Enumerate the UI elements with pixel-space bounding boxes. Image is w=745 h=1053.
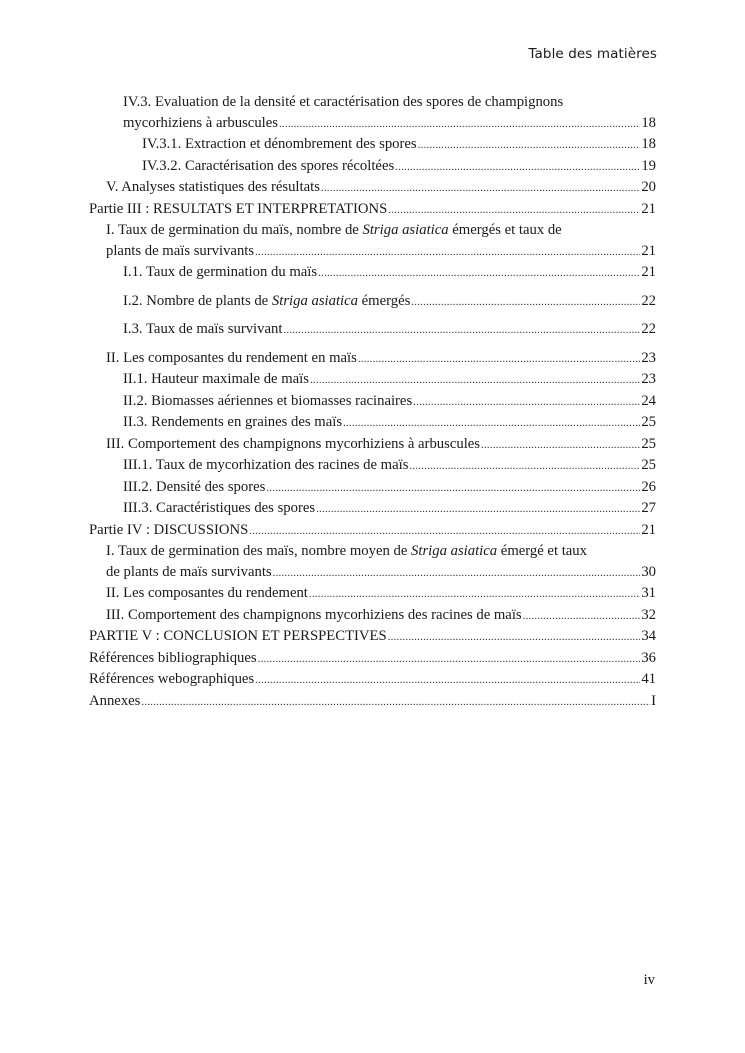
toc-entry-partie-iii[interactable] — [89, 199, 656, 221]
toc-page-number: 41 — [641, 671, 656, 687]
dot-leader — [523, 606, 641, 627]
toc-entry-text: III.1. Taux de mycorhization des racines de maïs — [123, 457, 409, 473]
dot-leader — [258, 649, 641, 670]
toc-entry-ii-3[interactable] — [89, 412, 656, 434]
toc-entry-text: V. Analyses statistiques des résultats — [106, 179, 320, 195]
dot-leader — [266, 478, 640, 499]
toc-entry-text: de plants de maïs survivants — [106, 563, 272, 580]
toc-entry-iii-3[interactable] — [89, 498, 656, 520]
toc-page-number: 20 — [641, 179, 656, 195]
dot-leader — [141, 692, 650, 713]
dot-leader — [321, 178, 640, 199]
toc-page-number: 22 — [641, 321, 656, 337]
toc-entry-ii[interactable] — [89, 348, 656, 370]
toc-entry-text: Références webographiques — [89, 671, 255, 687]
dot-leader — [309, 584, 640, 605]
toc-page-number: 21 — [641, 242, 656, 259]
toc-entry-iv-ii[interactable] — [89, 583, 656, 605]
toc-entry-iv-iii[interactable] — [89, 605, 656, 627]
toc-entry-text: émergés — [357, 292, 411, 309]
toc-entry-text: I.3. Taux de maïs survivant — [123, 321, 283, 337]
dot-leader — [395, 157, 640, 178]
toc-page-number: 34 — [641, 628, 656, 644]
toc-page-number: 21 — [641, 521, 656, 538]
toc-page-number: 23 — [641, 349, 656, 366]
toc-entry-text: PARTIE V : CONCLUSION ET PERSPECTIVES — [89, 628, 387, 644]
toc-entry-text: III. Comportement des champignons mycorhiziens à arbuscules — [106, 435, 481, 452]
toc-page-number: 19 — [641, 157, 656, 174]
toc-entry-ii-2[interactable] — [89, 391, 656, 413]
running-header: Table des matières — [528, 46, 657, 62]
toc-page-number: 25 — [641, 435, 656, 452]
toc-entry-iii-i[interactable] — [89, 220, 656, 262]
dot-leader — [316, 499, 640, 520]
dot-leader — [358, 349, 640, 370]
toc-entry-iii[interactable] — [89, 434, 656, 456]
dot-leader — [409, 456, 640, 477]
toc-entry-text: I. Taux de germination des maïs, nombre moyen de — [106, 543, 412, 559]
dot-leader — [279, 114, 640, 135]
toc-entry-references-webographiques[interactable] — [89, 669, 656, 691]
dot-leader — [343, 413, 640, 434]
toc-page-number: 30 — [641, 563, 656, 580]
toc-entry-annexes[interactable] — [89, 691, 656, 713]
toc-page-number: I — [651, 692, 656, 709]
species-name: Striga asiatica — [362, 222, 449, 238]
toc-page-number: 21 — [641, 264, 656, 280]
dot-leader — [273, 563, 641, 584]
toc-entry-ii-1[interactable] — [89, 369, 656, 391]
toc-entry-iv-3-2[interactable] — [89, 156, 656, 178]
dot-leader — [318, 263, 640, 284]
toc-entry-iv-i[interactable] — [89, 541, 656, 583]
toc-entry-text: émergés et taux de — [448, 222, 562, 238]
dot-leader — [249, 521, 640, 542]
toc-page-number: 26 — [641, 478, 656, 495]
toc-entry-text: Références bibliographiques — [89, 649, 257, 666]
toc-entry-text: III.2. Densité des spores — [123, 478, 266, 495]
dot-leader — [413, 392, 640, 413]
toc-entry-text: mycorhiziens à arbuscules — [123, 114, 278, 131]
toc-entry-text: IV.3.1. Extraction et dénombrement des spores — [142, 136, 417, 152]
toc-page-number: 21 — [641, 200, 656, 217]
toc-entry-text: Annexes — [89, 692, 141, 709]
toc-entry-text: I.2. Nombre de plants de — [123, 292, 272, 309]
toc-entry-text: II. Les composantes du rendement — [106, 585, 308, 601]
toc-page-number: 27 — [641, 500, 656, 516]
toc-page-number: 18 — [641, 114, 656, 131]
toc-page-number: 36 — [641, 649, 656, 666]
toc-entry-iv-3-1[interactable] — [89, 134, 656, 156]
toc-page-number: 25 — [641, 414, 656, 430]
toc-entry-text: II. Les composantes du rendement en maïs — [106, 349, 357, 366]
toc-page-number: 31 — [641, 585, 656, 601]
species-name: Striga asiatica — [271, 292, 358, 309]
toc-entry-iv-3[interactable] — [89, 92, 656, 134]
toc-page-number: 32 — [641, 606, 656, 623]
toc-entry-text: IV.3. Evaluation de la densité et caractérisation des spores de champignons — [123, 94, 564, 110]
table-of-contents — [89, 92, 656, 712]
dot-leader — [388, 627, 641, 648]
toc-entry-text: Partie IV : DISCUSSIONS — [89, 521, 249, 538]
dot-leader — [388, 200, 640, 221]
toc-page-number: 18 — [641, 136, 656, 152]
toc-entry-v[interactable] — [89, 177, 656, 199]
toc-page-number: 24 — [641, 392, 656, 409]
toc-page-number: 22 — [641, 292, 656, 309]
page-number: iv — [643, 972, 655, 988]
toc-entry-text: émergé et taux — [497, 543, 587, 559]
toc-entry-text: II.1. Hauteur maximale de maïs — [123, 371, 309, 387]
toc-entry-text: Partie III : RESULTATS ET INTERPRETATIONS — [89, 200, 388, 217]
toc-entry-text: I. Taux de germination du maïs, nombre de — [106, 222, 363, 238]
species-name: Striga asiatica — [411, 543, 498, 559]
dot-leader — [255, 670, 640, 691]
dot-leader — [411, 292, 640, 313]
dot-leader — [481, 435, 640, 456]
toc-entry-text: III.3. Caractéristiques des spores — [123, 500, 316, 516]
toc-entry-references-bibliographiques[interactable] — [89, 648, 656, 670]
toc-entry-text: IV.3.2. Caractérisation des spores récoltées — [142, 157, 395, 174]
toc-entry-i-2[interactable] — [89, 291, 656, 313]
dot-leader — [310, 370, 640, 391]
toc-entry-partie-iv[interactable] — [89, 520, 656, 542]
dot-leader — [255, 242, 640, 263]
toc-entry-text: II.3. Rendements en graines des maïs — [123, 414, 343, 430]
dot-leader — [418, 135, 641, 156]
dot-leader — [283, 320, 640, 341]
toc-page-number: 25 — [641, 457, 656, 473]
toc-entry-i-3[interactable] — [89, 319, 656, 341]
toc-entry-text: II.2. Biomasses aériennes et biomasses racinaires — [123, 392, 413, 409]
toc-entry-iii-2[interactable] — [89, 477, 656, 499]
toc-entry-i-1[interactable] — [89, 262, 656, 284]
toc-entry-text: plants de maïs survivants — [106, 242, 255, 259]
toc-entry-iii-1[interactable] — [89, 455, 656, 477]
toc-entry-text: I.1. Taux de germination du maïs — [123, 264, 318, 280]
toc-entry-partie-v[interactable] — [89, 626, 656, 648]
toc-entry-text: III. Comportement des champignons mycorhiziens des racines de maïs — [106, 606, 522, 623]
toc-page-number: 23 — [641, 371, 656, 387]
